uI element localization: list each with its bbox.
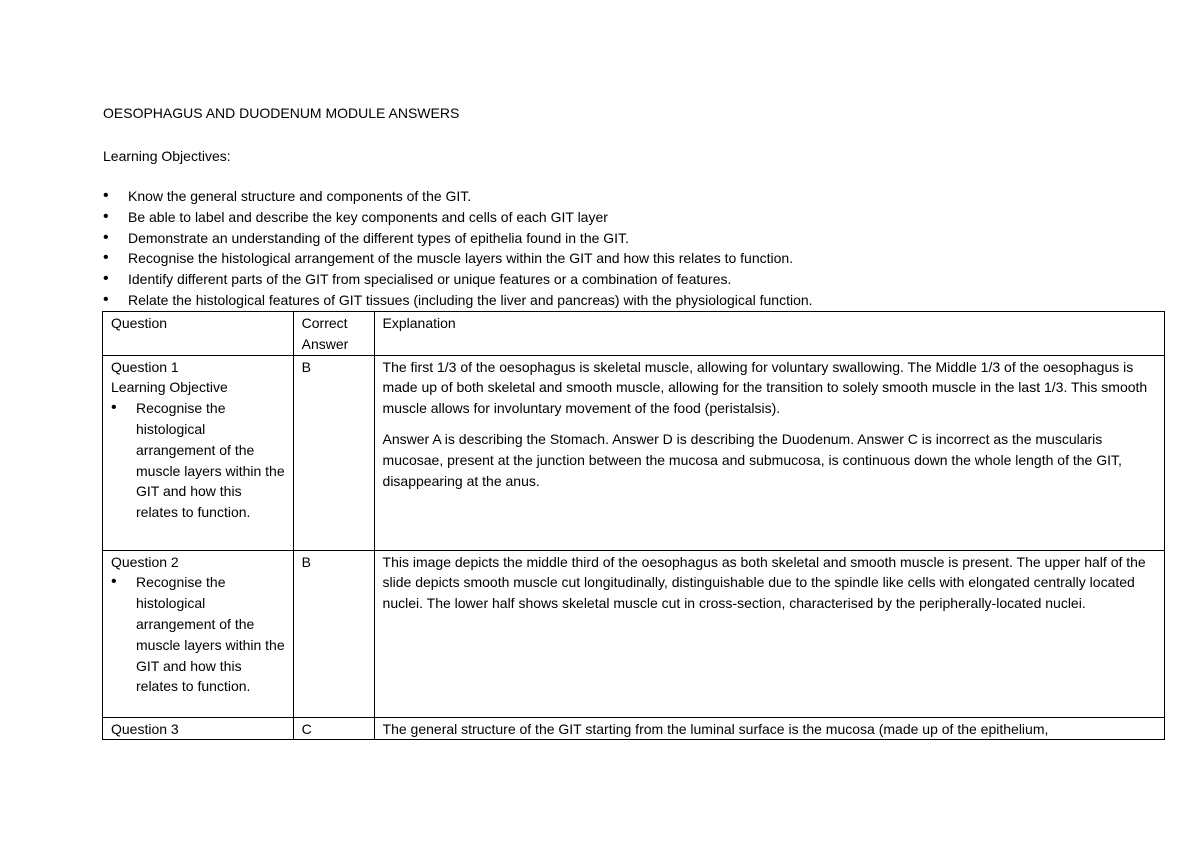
header-explanation: Explanation [374,312,1164,356]
question-cell [103,717,294,740]
learning-objective-label: Learning Objective [111,379,228,396]
explanation-paragraph: Answer A is describing the Stomach. Answer D is describing the Duodenum. Answer C is incorrect as the muscularis mucosae, present at the junction between the mucosa and submucosa, is continuous down the whole length of the GIT, disappearing at the anus. [382,430,1122,489]
explanation-paragraph: The general structure of the GIT starting from the luminal surface is the mucosa (made up of the epithelium, [382,720,1049,737]
explanation-paragraph: This image depicts the middle third of the oesophagus as both skeletal and smooth muscle is present. The upper half of the slide depicts smooth muscle cut longitudinally, distinguishable due to the spindle like cells with elongated centrally located nuclei. The lower half shows skeletal muscle cut in cross-section, characterised by the peripherally-located nuclei. [382,553,1146,612]
question-label: Question 3 [111,720,179,737]
answer-cell: B [293,550,374,717]
table-row [103,550,1165,717]
objective-item: • Relate the histological features of GIT tissues (including the liver and pancreas) with the physiological function. [103,290,813,311]
objective-item: • Be able to label and describe the key components and cells of each GIT layer [103,207,813,228]
objective-item: • Recognise the histological arrangement of the muscle layers within the GIT and how this relates to function. [103,248,813,269]
objective-item: • Demonstrate an understanding of the different types of epithelia found in the GIT. [103,228,813,249]
question-label: Question 2 [111,553,179,570]
question-cell [103,355,294,550]
question-objective-item: • Recognise the histological arrangement of the muscle layers within the GIT and how this relates to function. [111,398,287,523]
explanation-cell [374,355,1164,550]
header-question: Question [103,312,294,356]
objective-item: • Know the general structure and components of the GIT. [103,186,813,207]
question-objective-item: • Recognise the histological arrangement of the muscle layers within the GIT and how this relates to function. [111,572,287,697]
answer-cell: B [293,355,374,550]
table-header-row [103,312,1165,356]
explanation-cell [374,717,1164,740]
question-label: Question 1 [111,358,179,375]
document-title: OESOPHAGUS AND DUODENUM MODULE ANSWERS [103,105,460,121]
objectives-heading: Learning Objectives: [103,148,231,164]
table-row [103,717,1165,740]
table-row [103,355,1165,550]
question-cell [103,550,294,717]
objectives-list [103,186,813,311]
question-objectives [111,398,287,523]
answer-cell: C [293,717,374,740]
question-objectives [111,572,287,697]
explanation-paragraph: The first 1/3 of the oesophagus is skeletal muscle, allowing for voluntary swallowing. The Middle 1/3 of the oesophagus is made up of both skeletal and smooth muscle, allowing for the transition to solely smooth muscle in the last 1/3. This smooth muscle allows for involuntary movement of the food (peristalsis). [382,358,1148,417]
explanation-cell [374,550,1164,717]
answers-table [102,311,1165,740]
header-correct-answer: Correct Answer [293,312,374,356]
objective-item: • Identify different parts of the GIT from specialised or unique features or a combination of features. [103,269,813,290]
